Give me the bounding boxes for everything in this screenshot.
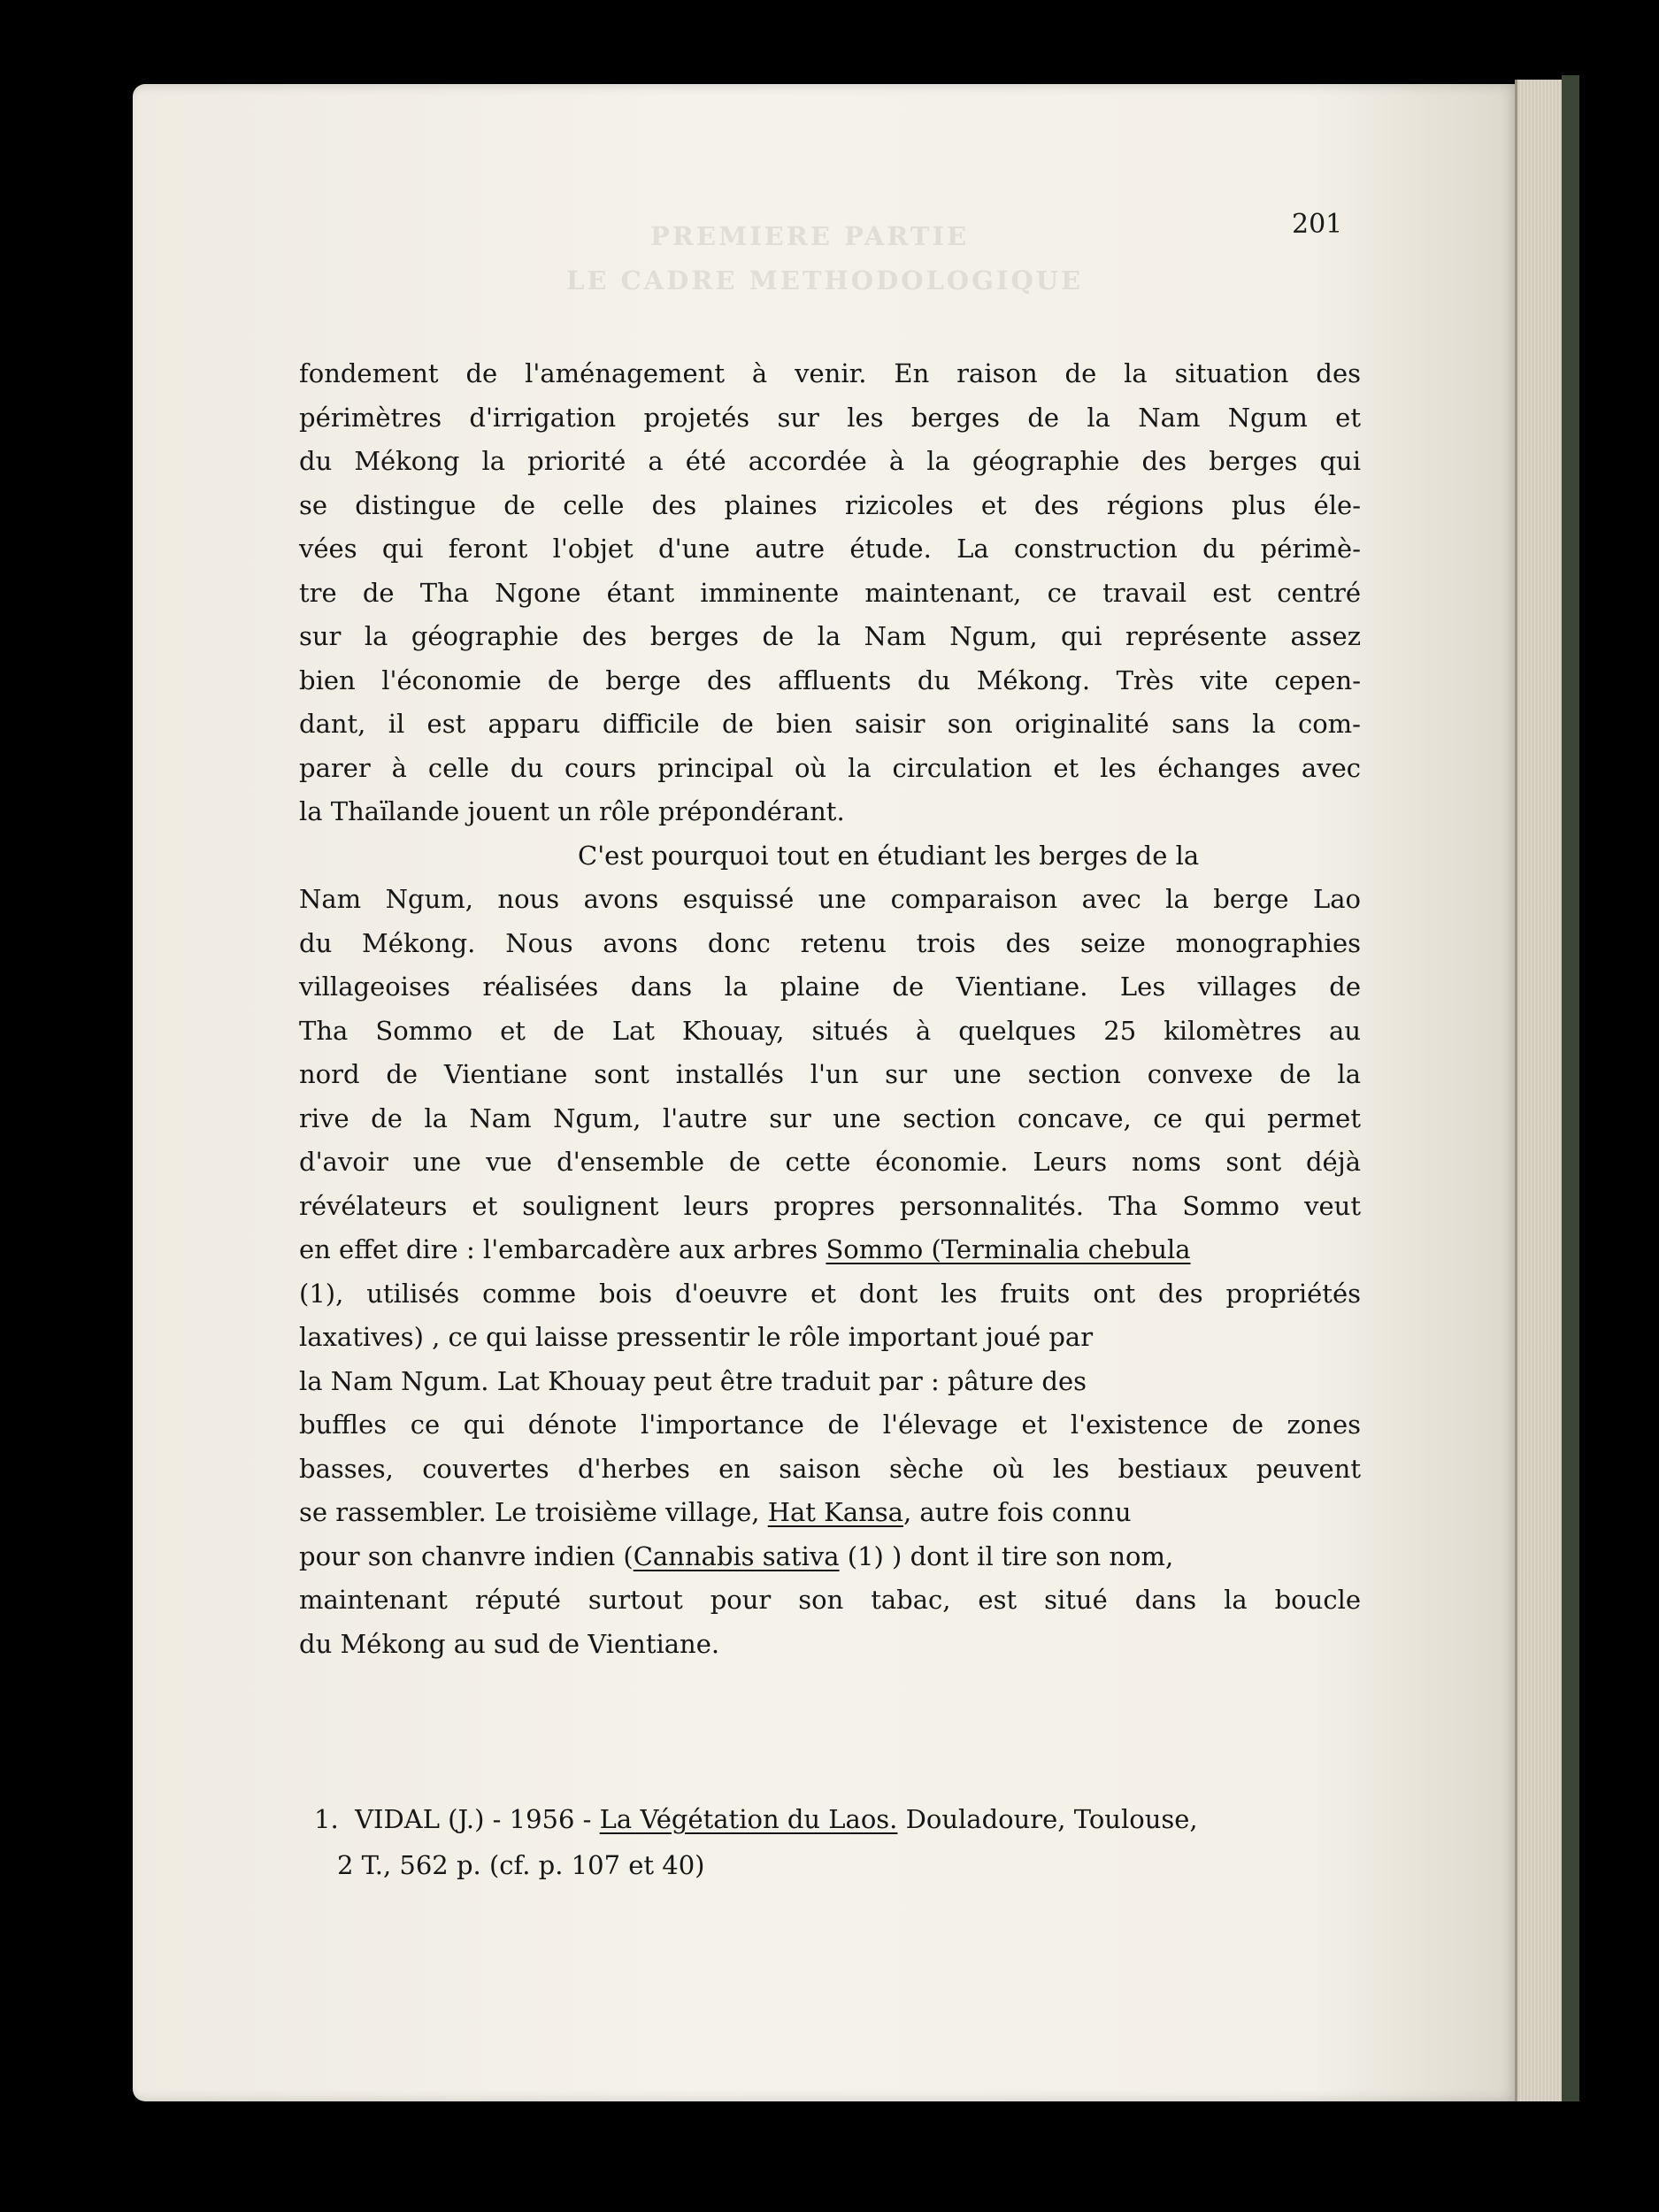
show-through-heading: LE CADRE METHODOLOGIQUE (566, 265, 1084, 296)
main-text (299, 352, 1361, 1666)
text-line: (1), utilisés comme bois d'oeuvre et dont les fruits ont des propriétés (299, 1278, 1361, 1309)
text-line (299, 1228, 1361, 1272)
page-number: 201 (1292, 209, 1343, 240)
text-line: C'est pourquoi tout en étudiant les berges de la (578, 840, 1200, 871)
footnote-publisher: Douladoure, Toulouse, (897, 1804, 1198, 1834)
paragraph-2 (299, 834, 1361, 1667)
footnote-line (314, 1796, 1336, 1842)
footnote-author: VIDAL (J.) - 1956 - (355, 1804, 600, 1834)
text-line: bien l'économie de berge des affluents du Mékong. Très vite cepen- (299, 664, 1361, 695)
text-line: révélateurs et soulignent leurs propres personnalités. Tha Sommo veut (299, 1190, 1361, 1221)
text-line: tre de Tha Ngone étant imminente maintenant, ce travail est centré (299, 577, 1361, 608)
text-line: basses, couvertes d'herbes en saison sèche où les bestiaux peuvent (299, 1453, 1361, 1484)
paragraph-1 (299, 352, 1361, 834)
text-line: parer à celle du cours principal où la circulation et les échanges avec (299, 752, 1361, 783)
text-line: maintenant réputé surtout pour son tabac, est situé dans la boucle (299, 1585, 1361, 1615)
text-line: vées qui feront l'objet d'une autre étude. La construction du périmè- (299, 534, 1361, 564)
text-line: laxatives) , ce qui laisse pressentir le rôle important joué par (299, 1322, 1094, 1352)
underlined-term: Sommo (Terminalia chebula (826, 1234, 1191, 1264)
text-line: nord de Vientiane sont installés l'un sur une section convexe de la (299, 1059, 1361, 1089)
text-line: Nam Ngum, nous avons esquissé une comparaison avec la berge Lao (299, 884, 1361, 914)
footnote-line: 2 T., 562 p. (cf. p. 107 et 40) (337, 1850, 705, 1880)
line-text: se rassembler. Le troisième village, (299, 1497, 768, 1527)
text-line: Tha Sommo et de Lat Khouay, situés à quelques 25 kilomètres au (299, 1015, 1361, 1046)
text-line: du Mékong la priorité a été accordée à la géographie des berges qui (299, 446, 1361, 476)
show-through-heading: PREMIERE PARTIE (650, 221, 970, 251)
line-text: en effet dire : l'embarcadère aux arbres (299, 1234, 826, 1264)
text-line: périmètres d'irrigation projetés sur les berges de la Nam Ngum et (299, 402, 1361, 433)
text-line: la Nam Ngum. Lat Khouay peut être traduit par : pâture des (299, 1365, 1087, 1396)
text-line: du Mékong au sud de Vientiane. (299, 1628, 720, 1659)
footnote (314, 1796, 1336, 1888)
text-line: dant, il est apparu difficile de bien saisir son originalité sans la com- (299, 709, 1361, 739)
text-line: rive de la Nam Ngum, l'autre sur une section concave, ce qui permet (299, 1102, 1361, 1133)
line-text: (1) ) dont il tire son nom, (839, 1540, 1174, 1571)
footnote-marker: 1. (314, 1804, 339, 1834)
text-line: buffles ce qui dénote l'importance de l'élevage et l'existence de zones (299, 1409, 1361, 1440)
text-line (299, 1535, 1361, 1579)
text-line (299, 1491, 1361, 1535)
underlined-term: Hat Kansa (767, 1497, 903, 1527)
text-line: sur la géographie des berges de la Nam Ngum, qui représente assez (299, 621, 1361, 651)
line-text: , autre fois connu (902, 1497, 1132, 1527)
underlined-term: Cannabis sativa (633, 1540, 840, 1571)
text-line: du Mékong. Nous avons donc retenu trois des seize monographies (299, 927, 1361, 958)
text-line: fondement de l'aménagement à venir. En raison de la situation des (299, 358, 1361, 388)
book-spine (1562, 75, 1579, 2101)
text-line: d'avoir une vue d'ensemble de cette économie. Leurs noms sont déjà (299, 1147, 1361, 1177)
text-line: villageoises réalisées dans la plaine de Vientiane. Les villages de (299, 972, 1361, 1002)
text-line: se distingue de celle des plaines rizicoles et des régions plus éle- (299, 489, 1361, 520)
footnote-title: La Végétation du Laos. (599, 1804, 898, 1834)
text-line: la Thaïlande jouent un rôle prépondérant. (299, 796, 845, 826)
line-text: pour son chanvre indien ( (299, 1540, 634, 1571)
